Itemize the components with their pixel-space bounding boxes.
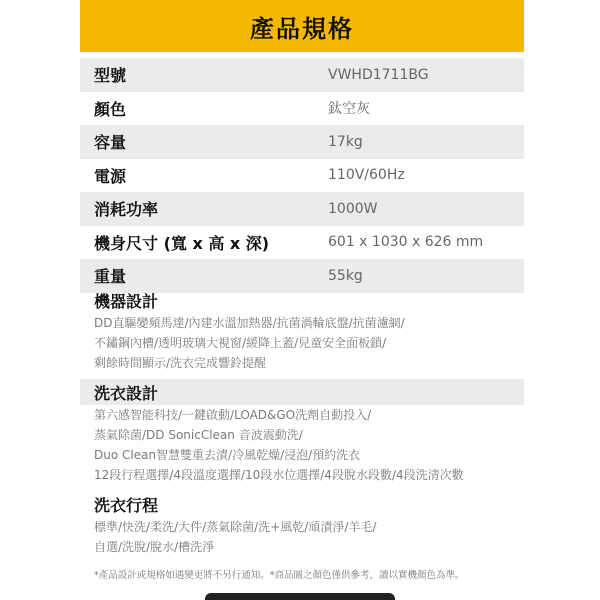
section-title: 機器設計 — [94, 291, 159, 311]
section-line: 剩餘時間顯示/洗衣完成響鈴提醒 — [94, 356, 267, 370]
section-title: 洗衣設計 — [80, 379, 524, 405]
section-line: 不鏽鋼內槽/透明玻璃大視窗/緩降上蓋/兒童安全面板鎖/ — [94, 336, 387, 350]
section-line: 第六感智能科技/一鍵啟動/LOAD&GO洗劑自動投入/ — [94, 408, 372, 422]
spec-value: 1000W — [328, 200, 378, 217]
section-line: 標準/快洗/柔洗/大件/蒸氣除菌/洗+風乾/頑漬淨/羊毛/ — [94, 520, 377, 534]
product-base-edge — [205, 593, 395, 600]
spec-value: 55kg — [328, 267, 363, 284]
spec-value: 110V/60Hz — [328, 167, 405, 184]
spec-label: 型號 — [94, 66, 127, 86]
spec-value: 17kg — [328, 133, 363, 150]
section-machine-design — [80, 287, 524, 373]
spec-label: 重量 — [94, 267, 127, 287]
section-body — [80, 405, 524, 485]
spec-label: 消耗功率 — [94, 200, 159, 220]
spec-label: 容量 — [94, 133, 127, 153]
spec-header — [80, 0, 524, 52]
footnote: *產品設計或規格如遇變更將不另行通知。*商品圖之顏色僅供參考，讀以實機顏色為準。 — [94, 570, 465, 581]
spec-row-power-consumption — [80, 192, 524, 226]
page-title: 產品規格 — [250, 14, 354, 43]
section-line: Duo Clean智慧雙重去漬/冷風乾燥/浸泡/預約洗衣 — [94, 448, 361, 462]
spec-row-capacity — [80, 125, 524, 159]
spec-value: 601 x 1030 x 626 mm — [328, 234, 484, 251]
feature-sections — [80, 287, 524, 563]
section-line: 自選/洗脫/脫水/槽洗淨 — [94, 540, 215, 554]
section-body — [80, 517, 524, 557]
spec-row-model — [80, 58, 524, 92]
section-title: 洗衣行程 — [94, 495, 159, 515]
section-line: 12段行程選擇/4段溫度選擇/10段水位選擇/4段脫水段數/4段洗清次數 — [94, 468, 464, 482]
spec-value: VWHD1711BG — [328, 66, 429, 83]
spec-row-dimensions — [80, 226, 524, 260]
section-body — [80, 313, 524, 373]
spec-label: 電源 — [94, 166, 127, 186]
section-wash-programs — [80, 491, 524, 557]
spec-label: 機身尺寸 (寬 x 高 x 深) — [94, 233, 270, 253]
section-line: 蒸氣除菌/DD SonicClean 音波震動洗/ — [94, 428, 303, 442]
section-line: DD直驅變頻馬達/內建水溫加熱器/抗菌渦輪底盤/抗菌濾網/ — [94, 316, 405, 330]
spec-row-color — [80, 92, 524, 126]
spec-value: 鈦空灰 — [328, 101, 370, 118]
spec-label: 顏色 — [94, 99, 127, 119]
section-wash-design — [80, 379, 524, 485]
spec-row-power-supply — [80, 159, 524, 193]
spec-table — [80, 58, 524, 293]
